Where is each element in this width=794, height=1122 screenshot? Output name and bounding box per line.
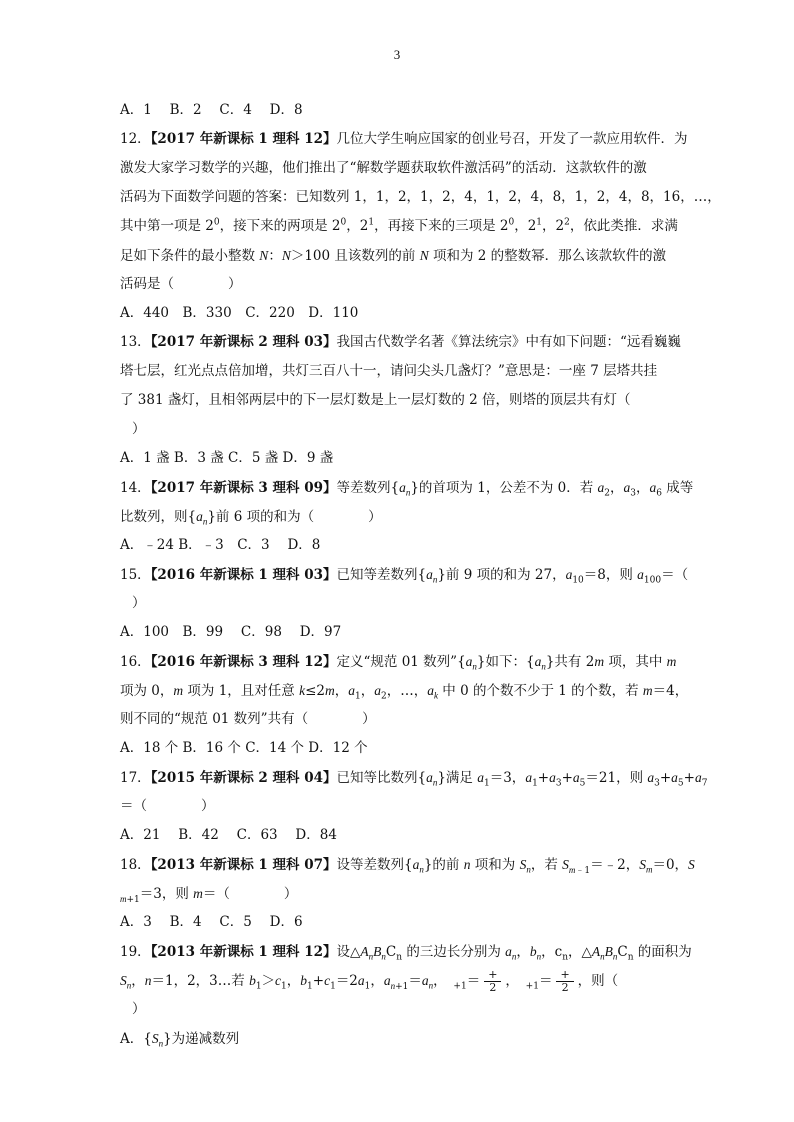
- text-line: $S_n$，n＝1，2，3…若 $b_1>c_1$，$b_1+c_1=2a_1$，$a_{n+1}=a_n$， $_{+1}$＝ $\frac{+}{2}$ ， $_{+1}$＝ $\frac{+}{2}$ ，则（: [120, 968, 619, 994]
- text-line: 17．【2015 年新课标 2 理科 04】已知等比数列$\{a_n\}$满足 $a_1=3$，$a_1+a_3+a_5=21$，则 $a_3+a_5+a_7$: [120, 770, 708, 789]
- text-line: ）: [132, 421, 146, 437]
- text-line: 项为 0，m 项为 1，且对任意 k≤2m，$a_1$，$a_2$，…，$a_k$ 中 0 的个数不少于 1 的个数，若 m＝4，: [120, 683, 689, 702]
- text-line: A．﹣24 B．﹣3 C．3 D．8: [120, 537, 321, 553]
- text-line: A．3 B．4 C．5 D．6: [120, 914, 303, 930]
- text-line: 足如下条件的最小整数 N：N＞100 且该数列的前 N 项和为 2 的整数幂．那么该款软件的激: [120, 248, 667, 264]
- text-line: 了 381 盏灯，且相邻两层中的下一层灯数是上一层灯数的 2 倍，则塔的顶层共有灯（: [120, 392, 631, 408]
- text-line: 塔七层，红光点点倍加增，共灯三百八十一，请问尖头几盏灯？”意思是：一座 7 层塔共挂: [120, 363, 658, 379]
- text-line: ＝（ ）: [120, 798, 215, 814]
- text-line: 19．【2013 年新课标 1 理科 12】设$\triangle A_nB_nC_n$ 的三边长分别为 $a_n$，$b_n$，$c_n$，$\triangle A_nB_nC_n$ 的面积为: [120, 944, 692, 963]
- text-line: 其中第一项是 $2^0$，接下来的两项是 $2^0$，$2^1$，再接下来的三项是 $2^0$，$2^1$，$2^2$，依此类推．求满: [120, 217, 678, 234]
- text-line: 激发大家学习数学的兴趣，他们推出了“解数学题获取软件激活码”的活动．这款软件的激: [120, 160, 647, 176]
- text-line: 活码是（ ）: [120, 276, 242, 292]
- text-line: A．1 B．2 C．4 D．8: [120, 102, 303, 118]
- text-line: A．1 盏 B．3 盏 C．5 盏 D．9 盏: [120, 450, 334, 466]
- text-line: A．100 B．99 C．98 D．97: [120, 624, 342, 640]
- text-line: ）: [132, 595, 146, 611]
- text-line: 比数列，则$\{a_n\}$前 6 项的和为（ ）: [120, 509, 382, 527]
- text-line: 16．【2016 年新课标 3 理科 12】定义“规范 01 数列$”\{a_n\}$如下：$\{a_n\}$共有 2m 项，其中 m: [120, 654, 677, 672]
- text-line: ）: [132, 1001, 146, 1017]
- text-line: 18．【2013 年新课标 1 理科 07】设等差数列$\{a_n\}$的前 n 项和为 $S_n$，若 $S_{m﹣1}=﹣2$，$S_m=0$，S: [120, 857, 695, 876]
- text-line: A．440 B．330 C．220 D．110: [120, 305, 359, 321]
- question-text: [120, 96, 721, 1053]
- text-line: $_{m+1}$＝3，则 m＝（ ）: [120, 886, 298, 905]
- text-line: 则不同的“规范 01 数列”共有（ ）: [120, 711, 376, 727]
- text-line: 12．【2017 年新课标 1 理科 12】几位大学生响应国家的创业号召，开发了一款应用软件．为: [120, 131, 688, 147]
- text-line: A．$\{S_n\}$为递减数列: [120, 1031, 240, 1049]
- page-number: 3: [393, 47, 401, 62]
- text-line: 活码为下面数学问题的答案：已知数列 1，1，2，1，2，4，1，2，4，8，1，2，4，8，16，…，: [120, 189, 721, 205]
- text-line: 15．【2016 年新课标 1 理科 03】已知等差数列$\{a_n\}$前 9 项的和为 27，$a_{10}=8$，则 $a_{100}=$（: [120, 567, 689, 586]
- text-line: 13．【2017 年新课标 2 理科 03】我国古代数学名著《算法统宗》中有如下问题：“远看巍巍: [120, 334, 681, 350]
- text-line: 14．【2017 年新课标 3 理科 09】等差数列$\{a_n\}$的首项为 1，公差不为 0．若 $a_2$，$a_3$，$a_6$ 成等: [120, 480, 694, 499]
- text-line: A．18 个 B．16 个 C．14 个 D．12 个: [120, 740, 368, 756]
- text-line: A．21 B．42 C．63 D．84: [120, 827, 337, 843]
